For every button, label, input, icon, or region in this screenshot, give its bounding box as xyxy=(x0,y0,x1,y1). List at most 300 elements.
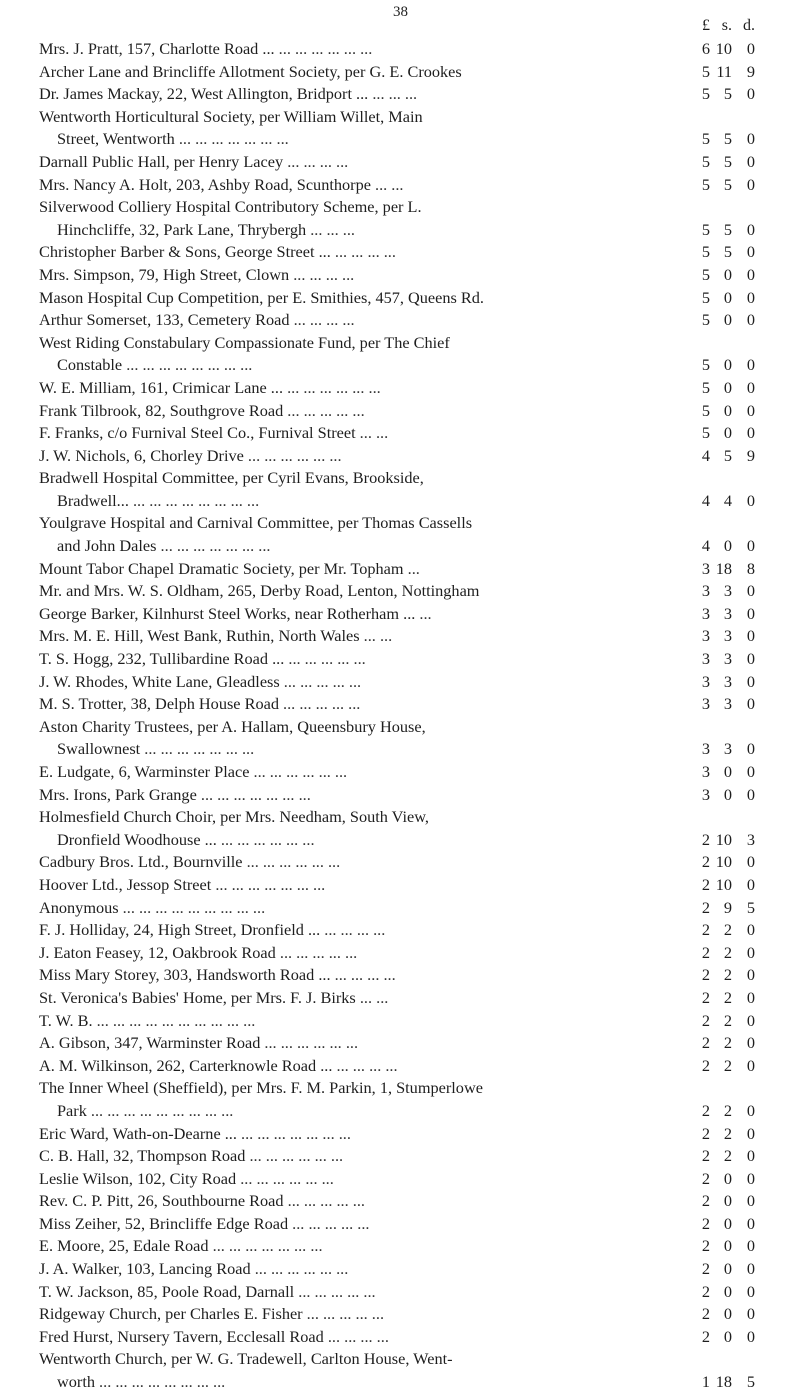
amount-pounds: 5 xyxy=(701,242,710,262)
entry-text: F. Franks, c/o Furnival Steel Co., Furnival Street ... ... xyxy=(39,423,389,443)
entry-text: Mrs. Simpson, 79, High Street, Clown ... ... ... ... xyxy=(39,264,355,284)
amount-pounds: 5 xyxy=(701,264,710,284)
amount-shillings: 3 xyxy=(723,649,732,669)
entry-line xyxy=(0,1055,801,1078)
amount-shillings: 0 xyxy=(723,1236,732,1256)
entry-text: E. Ludgate, 6, Warminster Place ... ... ... ... ... ... xyxy=(39,762,348,781)
amount-pounds: 3 xyxy=(701,784,710,804)
entry-line xyxy=(0,151,801,174)
amount-pence: 0 xyxy=(746,649,755,669)
entry-line xyxy=(0,693,801,716)
amount-pence: 0 xyxy=(746,1123,755,1143)
entry-line xyxy=(0,1258,801,1281)
entry-line xyxy=(0,761,801,784)
leader-dots: ... ... ... ... ... xyxy=(279,671,362,691)
amount-pence: 0 xyxy=(746,1168,755,1188)
amount-pence: 0 xyxy=(746,762,755,781)
amount-pence: 0 xyxy=(746,1326,755,1346)
entry-text: Mrs. J. Pratt, 157, Charlotte Road ... ... ... ... ... ... ... xyxy=(39,39,373,58)
amount-pounds: 2 xyxy=(701,1100,710,1120)
entry-text: Frank Tilbrook, 82, Southgrove Road ... ... ... ... ... xyxy=(39,400,365,420)
amount-shillings: 0 xyxy=(723,264,732,284)
entry-text: Mrs. Nancy A. Holt, 203, Ashby Road, Scunthorpe ... ... xyxy=(39,174,404,194)
amount-shillings: 5 xyxy=(723,151,732,171)
amount-pence: 0 xyxy=(746,1259,755,1279)
entry-text: A. M. Wilkinson, 262, Carterknowle Road ... ... ... ... ... xyxy=(39,1055,398,1075)
entry-text: Archer Lane and Brincliffe Allotment Society, per G. E. Crookes xyxy=(39,61,462,81)
entry-text: Arthur Somerset, 133, Cemetery Road ... ... ... ... xyxy=(39,310,355,330)
entry-text: Mrs. Irons, Park Grange ... ... ... ... ... ... ... xyxy=(39,784,311,804)
entry-continuation-line xyxy=(0,1371,801,1394)
entry-continuation-line xyxy=(0,354,801,377)
amount-pounds: 5 xyxy=(701,84,710,104)
entry-line xyxy=(0,1077,801,1100)
entry-text: St. Veronica's Babies' Home, per Mrs. F. J. Birks ... ... xyxy=(39,987,389,1007)
entry-text: Constable ... ... ... ... ... ... ... ... xyxy=(57,355,253,375)
amount-shillings: 10 xyxy=(715,39,732,58)
entry-line xyxy=(0,558,801,581)
amount-shillings: 2 xyxy=(723,1146,732,1166)
entry-line xyxy=(0,174,801,197)
amount-shillings: 11 xyxy=(716,61,732,81)
entry-text: Miss Mary Storey, 303, Handsworth Road ... ... ... ... ... xyxy=(39,965,396,985)
subscription-list xyxy=(0,38,801,1394)
amount-pence: 0 xyxy=(746,536,755,556)
amount-shillings: 2 xyxy=(723,1033,732,1053)
leader-dots: ... ... ... ... ... ... xyxy=(274,39,373,58)
amount-shillings: 2 xyxy=(723,942,732,962)
entry-text: Swallownest ... ... ... ... ... ... ... xyxy=(57,739,255,759)
leader-dots: ... ... ... ... ... ... xyxy=(260,1033,359,1053)
amount-pounds: 2 xyxy=(701,1213,710,1233)
amount-pounds: 5 xyxy=(701,355,710,375)
leader-dots: ... ... ... ... xyxy=(323,1326,389,1346)
amount-pence: 0 xyxy=(746,784,755,804)
amount-pounds: 5 xyxy=(701,129,710,149)
amount-pence: 8 xyxy=(746,558,755,578)
entry-line xyxy=(0,1281,801,1304)
amount-shillings: 10 xyxy=(715,874,732,894)
amount-pounds: 2 xyxy=(701,965,710,985)
entry-line xyxy=(0,1303,801,1326)
entry-text: Darnall Public Hall, per Henry Lacey ... ... ... ... xyxy=(39,151,349,171)
amount-shillings: 10 xyxy=(715,829,732,849)
amount-pounds: 2 xyxy=(701,1259,710,1279)
amount-pence: 0 xyxy=(746,129,755,149)
entry-text: worth ... ... ... ... ... ... ... ... xyxy=(57,1372,226,1392)
amount-pounds: 1 xyxy=(701,1372,710,1392)
amount-pence: 0 xyxy=(746,242,755,262)
entry-continuation-line xyxy=(0,829,801,852)
leader-dots: ... ... ... ... ... ... ... ... ... ... xyxy=(92,1010,256,1030)
entry-line xyxy=(0,287,801,310)
amount-pence: 0 xyxy=(746,1010,755,1030)
entry-line xyxy=(0,1235,801,1258)
leader-dots: ... ... ... ... ... ... xyxy=(249,762,348,781)
entry-line xyxy=(0,806,801,829)
leader-dots: ... ... ... ... xyxy=(330,965,396,985)
amount-pence: 0 xyxy=(746,965,755,985)
entry-text: Wentworth Horticultural Society, per William Willet, Main xyxy=(39,106,423,126)
entry-continuation-line xyxy=(0,219,801,242)
amount-pounds: 2 xyxy=(701,1168,710,1188)
amount-shillings: 0 xyxy=(723,1326,732,1346)
leader-dots: ... ... ... ... ... ... xyxy=(283,377,381,397)
amount-shillings: 0 xyxy=(723,400,732,420)
amount-pounds: 2 xyxy=(701,1033,710,1053)
entry-text: Mr. and Mrs. W. S. Oldham, 265, Derby Road, Lenton, Nottingham xyxy=(39,581,480,601)
entry-text: The Inner Wheel (Sheffield), per Mrs. F. M. Parkin, 1, Stumperlowe xyxy=(39,1078,483,1098)
entry-line xyxy=(0,603,801,626)
amount-pence: 0 xyxy=(746,1100,755,1120)
leader-dots: ... ... ... ... ... xyxy=(294,1281,376,1301)
amount-pounds: 5 xyxy=(701,287,710,307)
amount-pence: 0 xyxy=(746,1146,755,1166)
amount-pence: 5 xyxy=(746,1372,755,1392)
entry-line xyxy=(0,987,801,1010)
leader-dots: ... ... ... xyxy=(368,84,418,104)
amount-pounds: 2 xyxy=(701,942,710,962)
entry-text: Fred Hurst, Nursery Tavern, Ecclesall Road ... ... ... ... xyxy=(39,1326,389,1346)
entry-text: T. W. B. ... ... ... ... ... ... ... ... ... ... xyxy=(39,1010,256,1030)
entry-continuation-line xyxy=(0,490,801,513)
page-number: 38 xyxy=(393,4,408,20)
entry-line xyxy=(0,964,801,987)
amount-pence: 0 xyxy=(746,671,755,691)
amount-pence: 0 xyxy=(746,84,755,104)
amount-shillings: 2 xyxy=(723,1100,732,1120)
leader-dots: ... xyxy=(403,558,420,578)
amount-pounds: 2 xyxy=(701,1326,710,1346)
amount-pounds: 3 xyxy=(701,694,710,714)
entry-text: M. S. Trotter, 38, Delph House Road ... ... ... ... ... xyxy=(39,694,361,714)
leader-dots: ... ... ... ... ... xyxy=(302,1304,385,1324)
entry-text: T. W. Jackson, 85, Poole Road, Darnall ... ... ... ... ... xyxy=(39,1281,376,1301)
amount-pounds: 5 xyxy=(701,423,710,443)
pence-header: d. xyxy=(743,17,755,34)
entry-text: Wentworth Church, per W. G. Tradewell, Carlton House, Went- xyxy=(39,1349,453,1369)
entry-line xyxy=(0,38,801,61)
amount-shillings: 3 xyxy=(723,671,732,691)
entry-line xyxy=(0,625,801,648)
entry-text: Anonymous ... ... ... ... ... ... ... ... ... xyxy=(39,897,266,917)
leader-dots: ... ... ... ... ... ... xyxy=(242,852,341,872)
entry-text: Mason Hospital Cup Competition, per E. Smithies, 457, Queens Rd. xyxy=(39,287,484,307)
amount-pounds: 3 xyxy=(701,671,710,691)
amount-pounds: 2 xyxy=(701,1236,710,1256)
leader-dots: ... ... ... ... ... ... xyxy=(245,1146,344,1166)
leader-dots: ... ... ... ... ... ... xyxy=(236,1168,334,1188)
amount-pence: 0 xyxy=(746,1055,755,1075)
amount-pounds: 6 xyxy=(701,39,710,58)
entry-continuation-line xyxy=(0,1100,801,1123)
amount-pence: 0 xyxy=(746,174,755,194)
amount-pence: 0 xyxy=(746,694,755,714)
leader-dots: ... ... ... ... xyxy=(332,1055,398,1075)
amount-pounds: 3 xyxy=(701,603,710,623)
amount-shillings: 3 xyxy=(723,581,732,601)
amount-shillings: 0 xyxy=(723,377,732,397)
entry-line xyxy=(0,400,801,423)
entry-text: Eric Ward, Wath-on-Dearne ... ... ... ... ... ... ... ... xyxy=(39,1123,351,1143)
entry-line xyxy=(0,851,801,874)
entry-text: Park ... ... ... ... ... ... ... ... ... xyxy=(57,1100,234,1120)
leader-dots: ... ... xyxy=(370,174,404,194)
amount-shillings: 3 xyxy=(723,626,732,646)
amount-pence: 0 xyxy=(746,287,755,307)
entry-continuation-line xyxy=(0,738,801,761)
leader-dots: ... ... xyxy=(355,423,389,443)
amount-pence: 5 xyxy=(746,897,755,917)
amount-pounds: 2 xyxy=(701,897,710,917)
entry-line xyxy=(0,264,801,287)
amount-shillings: 0 xyxy=(723,1191,732,1211)
entry-line xyxy=(0,1213,801,1236)
leader-dots: ... ... ... ... ... ... ... ... xyxy=(122,355,253,375)
amount-shillings: 3 xyxy=(723,694,732,714)
amount-pence: 9 xyxy=(746,445,755,465)
entry-text: J. A. Walker, 103, Lancing Road ... ... ... ... ... ... xyxy=(39,1259,349,1279)
amount-pence: 0 xyxy=(746,377,755,397)
amount-shillings: 0 xyxy=(723,1281,732,1301)
leader-dots: ... ... ... ... ... xyxy=(275,942,358,962)
amount-pence: 0 xyxy=(746,852,755,872)
currency-header xyxy=(0,17,801,39)
amount-pence: 0 xyxy=(746,1213,755,1233)
entry-line xyxy=(0,422,801,445)
entry-line xyxy=(0,1326,801,1349)
entry-continuation-line xyxy=(0,535,801,558)
entry-text: C. B. Hall, 32, Thompson Road ... ... ... ... ... ... xyxy=(39,1146,344,1166)
amount-shillings: 0 xyxy=(723,1168,732,1188)
entry-line xyxy=(0,61,801,84)
entry-text: Mrs. M. E. Hill, West Bank, Ruthin, North Wales ... ... xyxy=(39,626,393,646)
leader-dots: ... ... ... ... ... ... ... ... xyxy=(128,490,260,510)
entry-text: Aston Charity Trustees, per A. Hallam, Queensbury House, xyxy=(39,716,426,736)
amount-pounds: 2 xyxy=(701,1010,710,1030)
entry-text: Bradwell... ... ... ... ... ... ... ... ... xyxy=(57,490,260,510)
entry-text: Youlgrave Hospital and Carnival Committee, per Thomas Cassells xyxy=(39,513,473,533)
leader-dots: ... xyxy=(415,603,432,623)
leader-dots: ... ... ... ... ... ... ... ... xyxy=(94,1372,226,1392)
amount-shillings: 3 xyxy=(723,739,732,759)
amount-pounds: 2 xyxy=(701,1281,710,1301)
entry-line xyxy=(0,648,801,671)
entry-text: Silverwood Colliery Hospital Contributory Scheme, per L. xyxy=(39,197,422,217)
amount-pounds: 4 xyxy=(701,490,710,510)
entry-line xyxy=(0,241,801,264)
entry-text: J. W. Rhodes, White Lane, Gleadless ... ... ... ... ... xyxy=(39,671,362,691)
amount-pounds: 3 xyxy=(701,626,710,646)
amount-pounds: 2 xyxy=(701,1123,710,1143)
entry-line xyxy=(0,512,801,535)
amount-shillings: 5 xyxy=(723,445,732,465)
leader-dots: ... ... ... ... ... xyxy=(278,694,361,714)
leader-dots: ... ... ... xyxy=(306,219,355,239)
entry-line xyxy=(0,1145,801,1168)
entry-text: Hoover Ltd., Jessop Street ... ... ... ... ... ... ... xyxy=(39,874,326,894)
amount-shillings: 0 xyxy=(723,1213,732,1233)
amount-pounds: 5 xyxy=(701,400,710,420)
amount-pounds: 5 xyxy=(701,377,710,397)
entry-text: E. Moore, 25, Edale Road ... ... ... ... ... ... ... xyxy=(39,1236,323,1256)
leader-dots: ... ... ... ... ... ... ... xyxy=(174,129,289,149)
entry-text: West Riding Constabulary Compassionate Fund, per The Chief xyxy=(39,332,450,352)
amount-pounds: 5 xyxy=(701,151,710,171)
amount-pounds: 2 xyxy=(701,1146,710,1166)
amount-pounds: 4 xyxy=(701,536,710,556)
amount-shillings: 0 xyxy=(723,310,732,330)
amount-pence: 0 xyxy=(746,942,755,962)
entry-line xyxy=(0,196,801,219)
entry-text: Ridgeway Church, per Charles E. Fisher ... ... ... ... ... xyxy=(39,1304,385,1324)
amount-shillings: 0 xyxy=(723,536,732,556)
amount-pounds: 2 xyxy=(701,829,710,849)
amount-shillings: 2 xyxy=(723,1123,732,1143)
amount-shillings: 4 xyxy=(723,490,732,510)
amount-pence: 0 xyxy=(746,1304,755,1324)
entry-text: W. E. Milliam, 161, Crimicar Lane ... ... ... ... ... ... ... xyxy=(39,377,381,397)
leader-dots: ... ... ... ... xyxy=(330,242,396,262)
entry-text: Dronfield Woodhouse ... ... ... ... ... ... ... xyxy=(57,829,315,849)
leader-dots: ... ... ... ... ... ... ... ... ... xyxy=(118,897,266,917)
leader-dots: ... ... ... ... ... xyxy=(284,649,366,669)
amount-pence: 0 xyxy=(746,581,755,601)
leader-dots: ... ... ... ... ... ... xyxy=(250,1259,349,1279)
shillings-header: s. xyxy=(721,17,732,34)
amount-pence: 0 xyxy=(746,400,755,420)
amount-pence: 0 xyxy=(746,626,755,646)
leader-dots: ... ... ... ... ... xyxy=(288,1213,370,1233)
amount-pence: 0 xyxy=(746,920,755,940)
amount-pounds: 5 xyxy=(701,174,710,194)
entry-text: Mount Tabor Chapel Dramatic Society, per Mr. Topham ... xyxy=(39,558,420,578)
amount-pence: 0 xyxy=(746,739,755,759)
amount-shillings: 9 xyxy=(723,897,732,917)
entry-line xyxy=(0,83,801,106)
leader-dots: ... ... ... ... xyxy=(289,310,355,330)
amount-shillings: 10 xyxy=(715,852,732,872)
amount-pence: 0 xyxy=(746,423,755,443)
leader-dots: ... ... ... ... ... ... ... xyxy=(208,1236,323,1256)
amount-shillings: 0 xyxy=(723,355,732,375)
amount-pence: 0 xyxy=(746,264,755,284)
entry-text: Christopher Barber & Sons, George Street ... ... ... ... ... xyxy=(39,242,396,262)
entry-line xyxy=(0,1348,801,1371)
amount-pence: 0 xyxy=(746,1191,755,1211)
leader-dots: ... ... ... ... ... xyxy=(283,400,365,420)
leader-dots: ... ... ... ... xyxy=(283,151,349,171)
amount-pence: 0 xyxy=(746,39,755,58)
amount-pence: 0 xyxy=(746,310,755,330)
entry-line xyxy=(0,445,801,468)
entry-line xyxy=(0,309,801,332)
amount-pounds: 2 xyxy=(701,852,710,872)
amount-pounds: 4 xyxy=(701,445,710,465)
entry-line xyxy=(0,106,801,129)
amount-shillings: 18 xyxy=(715,1372,732,1392)
amount-pence: 0 xyxy=(746,987,755,1007)
entry-text: and John Dales ... ... ... ... ... ... ... xyxy=(57,536,271,556)
amount-pounds: 5 xyxy=(701,310,710,330)
amount-pounds: 2 xyxy=(701,874,710,894)
entry-text: F. J. Holliday, 24, High Street, Dronfield ... ... ... ... ... xyxy=(39,920,386,940)
amount-shillings: 5 xyxy=(723,84,732,104)
amount-pounds: 2 xyxy=(701,1191,710,1211)
amount-pence: 0 xyxy=(746,151,755,171)
entry-text: Leslie Wilson, 102, City Road ... ... ... ... ... ... xyxy=(39,1168,334,1188)
entry-line xyxy=(0,1032,801,1055)
amount-pence: 0 xyxy=(746,603,755,623)
leader-dots: ... ... xyxy=(355,987,389,1007)
leader-dots: ... ... ... ... ... ... xyxy=(216,829,315,849)
entry-text: Street, Wentworth ... ... ... ... ... ... ... xyxy=(57,129,289,149)
entry-line xyxy=(0,1190,801,1213)
leader-dots: ... ... xyxy=(359,626,393,646)
entry-text: George Barker, Kilnhurst Steel Works, near Rotherham ... ... xyxy=(39,603,432,623)
entry-text: Miss Zeiher, 52, Brincliffe Edge Road ... ... ... ... ... xyxy=(39,1213,370,1233)
entry-text: J. Eaton Feasey, 12, Oakbrook Road ... ... ... ... ... xyxy=(39,942,358,962)
entry-line xyxy=(0,377,801,400)
entry-line xyxy=(0,919,801,942)
entry-line xyxy=(0,942,801,965)
entry-text: Cadbury Bros. Ltd., Bournville ... ... ... ... ... ... xyxy=(39,852,341,872)
leader-dots: ... ... ... ... ... xyxy=(283,1191,365,1211)
entry-text: Hinchcliffe, 32, Park Lane, Thrybergh ... ... ... xyxy=(57,219,355,239)
amount-shillings: 3 xyxy=(723,603,732,623)
amount-shillings: 0 xyxy=(723,762,732,781)
entry-line xyxy=(0,897,801,920)
amount-pence: 0 xyxy=(746,490,755,510)
entry-line xyxy=(0,874,801,897)
leader-dots: ... ... ... ... xyxy=(320,920,386,940)
entry-line xyxy=(0,671,801,694)
amount-pounds: 3 xyxy=(701,581,710,601)
amount-pounds: 3 xyxy=(701,762,710,781)
leader-dots: ... ... ... ... ... ... ... xyxy=(211,874,326,894)
amount-pounds: 3 xyxy=(701,739,710,759)
amount-shillings: 2 xyxy=(723,920,732,940)
amount-pounds: 3 xyxy=(701,558,710,578)
entry-line xyxy=(0,784,801,807)
pounds-header: £ xyxy=(702,17,710,34)
amount-shillings: 0 xyxy=(723,1304,732,1324)
leader-dots: ... ... ... ... xyxy=(289,264,355,284)
amount-shillings: 18 xyxy=(715,558,732,578)
amount-pence: 0 xyxy=(746,355,755,375)
amount-pence: 0 xyxy=(746,874,755,894)
leader-dots: ... ... ... ... ... ... xyxy=(243,445,342,465)
amount-shillings: 2 xyxy=(723,965,732,985)
entry-line xyxy=(0,1123,801,1146)
entry-text: Holmesfield Church Choir, per Mrs. Needham, South View, xyxy=(39,807,429,827)
amount-pounds: 3 xyxy=(701,649,710,669)
amount-shillings: 0 xyxy=(723,287,732,307)
amount-shillings: 5 xyxy=(723,129,732,149)
amount-pence: 0 xyxy=(746,219,755,239)
amount-pence: 9 xyxy=(746,61,755,81)
amount-pence: 0 xyxy=(746,1281,755,1301)
entry-text: Dr. James Mackay, 22, West Allington, Bridport ... ... ... ... xyxy=(39,84,418,104)
amount-pounds: 2 xyxy=(701,987,710,1007)
entry-line xyxy=(0,716,801,739)
amount-pounds: 2 xyxy=(701,1055,710,1075)
entry-line xyxy=(0,580,801,603)
amount-shillings: 0 xyxy=(723,1259,732,1279)
leader-dots: ... ... ... ... ... ... ... xyxy=(196,784,311,804)
entry-line xyxy=(0,467,801,490)
entry-line xyxy=(0,1168,801,1191)
